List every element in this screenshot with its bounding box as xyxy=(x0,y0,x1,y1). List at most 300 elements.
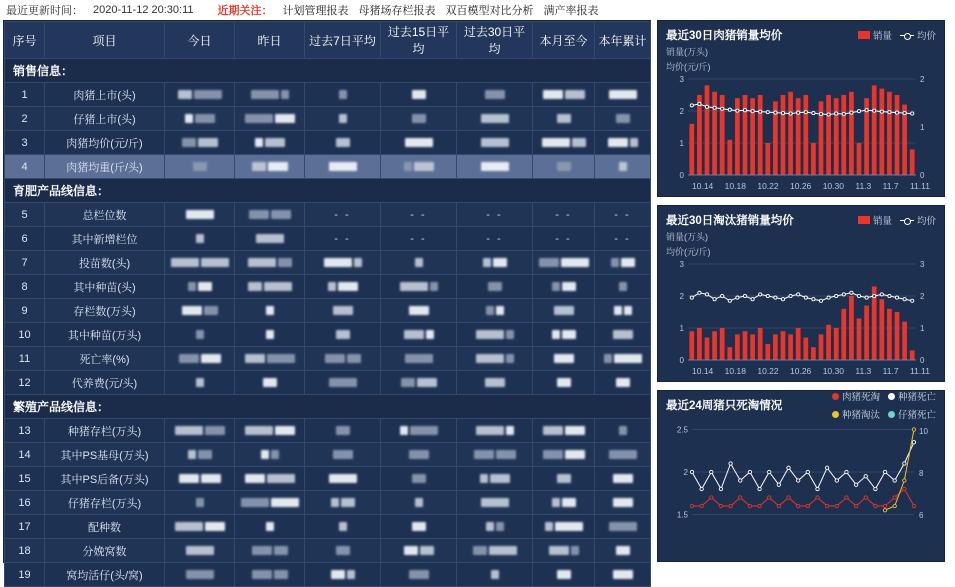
legend-label: 种猪死亡 xyxy=(897,392,936,403)
col-year-to-date[interactable]: 本年累计 xyxy=(595,22,651,59)
masked-value xyxy=(404,162,412,171)
legend-bar-swatch-icon xyxy=(858,31,870,39)
x-tick-label: 10.26 xyxy=(790,181,812,191)
col-today[interactable]: 今日 xyxy=(165,22,235,59)
masked-value xyxy=(338,282,358,291)
row-value-cell xyxy=(305,299,381,323)
table-header-row xyxy=(5,22,651,59)
masked-value xyxy=(554,306,574,315)
masked-value xyxy=(400,426,408,435)
legend-label: 仔猪死亡 xyxy=(897,410,936,421)
charts-column xyxy=(657,20,945,563)
x-tick-label: 10.22 xyxy=(757,366,779,376)
row-value-cell xyxy=(595,227,651,251)
masked-value xyxy=(481,138,509,147)
masked-value xyxy=(486,522,494,531)
row-index: 1 xyxy=(5,83,45,107)
legend-line-swatch-icon xyxy=(900,220,914,221)
masked-value xyxy=(248,282,262,291)
row-index: 18 xyxy=(5,539,45,563)
update-time-label: 最近更新时间： xyxy=(6,5,83,17)
row-value-cell xyxy=(165,251,235,275)
masked-value xyxy=(347,570,355,579)
table-row[interactable] xyxy=(5,275,651,299)
kpi-table xyxy=(4,21,651,587)
legend-label: 肉猪死淘 xyxy=(841,392,880,403)
row-value-cell xyxy=(165,371,235,395)
legend-item-volume[interactable] xyxy=(858,28,892,42)
link-model-comparison[interactable]: 双百模型对比分析 xyxy=(445,5,534,17)
row-value-cell xyxy=(235,299,305,323)
masked-value xyxy=(267,354,295,363)
masked-value xyxy=(542,138,570,147)
masked-value xyxy=(271,450,279,459)
table-row[interactable] xyxy=(5,563,651,587)
row-item-name: 窝均活仔(头/窝) xyxy=(45,563,165,587)
svg-text:1.5: 1.5 xyxy=(676,510,688,520)
svg-text:1: 1 xyxy=(920,324,925,333)
multi-line-chart-svg xyxy=(666,413,936,531)
svg-text:0: 0 xyxy=(920,356,925,365)
legend-dot-swatch-icon xyxy=(832,393,839,400)
x-tick-label: 10.14 xyxy=(692,181,714,191)
row-value-cell xyxy=(381,107,457,131)
masked-value xyxy=(491,570,499,579)
row-value-cell xyxy=(165,323,235,347)
masked-value xyxy=(249,210,269,219)
row-value-cell xyxy=(457,227,533,251)
row-value-cell xyxy=(457,323,533,347)
row-value-cell xyxy=(381,515,457,539)
row-index: 17 xyxy=(5,515,45,539)
legend-label-price-2: 均价 xyxy=(916,216,936,227)
masked-value xyxy=(329,162,357,171)
masked-value xyxy=(331,570,345,579)
row-value-cell xyxy=(595,203,651,227)
masked-value xyxy=(201,354,221,363)
row-item-name: 死亡率(%) xyxy=(45,347,165,371)
chart-card-mortality[interactable] xyxy=(657,390,945,562)
col-avg30[interactable]: 过去30日平均 xyxy=(457,22,533,59)
chart1-title: 最近30日肉猪销量均价 xyxy=(666,30,783,42)
row-value-cell xyxy=(533,563,595,587)
kpi-table-panel[interactable] xyxy=(3,20,651,582)
chart1-legend xyxy=(858,28,936,42)
legend-item-1[interactable] xyxy=(888,389,936,403)
table-body xyxy=(5,59,651,587)
row-item-name: 投苗数(头) xyxy=(45,251,165,275)
row-index: 7 xyxy=(5,251,45,275)
svg-text:2: 2 xyxy=(920,292,925,301)
row-value-cell xyxy=(235,323,305,347)
x-tick-label: 11.3 xyxy=(855,181,872,191)
masked-value xyxy=(195,114,215,123)
masked-value xyxy=(619,282,627,291)
link-plan-report[interactable]: 计划管理报表 xyxy=(282,5,349,17)
combo-chart-svg xyxy=(666,258,936,366)
row-value-cell xyxy=(235,515,305,539)
masked-value xyxy=(562,330,576,339)
table-row[interactable] xyxy=(5,443,651,467)
x-tick-label: 10.30 xyxy=(822,366,844,376)
row-value-cell xyxy=(457,107,533,131)
table-row[interactable] xyxy=(5,347,651,371)
masked-value xyxy=(490,474,510,483)
row-value-cell xyxy=(595,83,651,107)
row-value-cell xyxy=(457,467,533,491)
row-item-name: 总栏位数 xyxy=(45,203,165,227)
masked-value xyxy=(417,378,437,387)
row-value-cell xyxy=(235,203,305,227)
svg-text:0: 0 xyxy=(920,171,925,180)
row-value-cell xyxy=(533,155,595,179)
row-value-cell xyxy=(595,155,651,179)
masked-value xyxy=(194,90,222,99)
table-row[interactable] xyxy=(5,299,651,323)
table-row[interactable] xyxy=(5,83,651,107)
legend-item-price[interactable] xyxy=(900,28,936,42)
row-index: 11 xyxy=(5,347,45,371)
masked-value xyxy=(331,498,339,507)
row-value-cell xyxy=(305,227,381,251)
svg-text:3: 3 xyxy=(679,75,684,84)
chart1-y-right-label: 均价(元/斤) xyxy=(666,62,711,72)
row-value-cell xyxy=(595,419,651,443)
x-tick-label: 10.30 xyxy=(822,181,844,191)
row-value-cell xyxy=(305,563,381,587)
masked-value xyxy=(608,138,628,147)
row-index: 5 xyxy=(5,203,45,227)
svg-text:1: 1 xyxy=(920,123,925,132)
col-month-to-date[interactable]: 本月至今 xyxy=(533,22,595,59)
row-value-cell xyxy=(165,155,235,179)
masked-value xyxy=(409,570,429,579)
row-index: 10 xyxy=(5,323,45,347)
row-value-cell xyxy=(533,227,595,251)
x-tick-label: 10.22 xyxy=(757,181,779,191)
row-value-cell xyxy=(305,251,381,275)
masked-value xyxy=(325,354,345,363)
row-item-name: 其中种苗(头) xyxy=(45,275,165,299)
masked-value xyxy=(324,258,352,267)
row-value-cell xyxy=(235,83,305,107)
masked-value xyxy=(506,426,514,435)
row-value-cell xyxy=(595,443,651,467)
masked-value xyxy=(329,378,357,387)
row-index: 13 xyxy=(5,419,45,443)
table-row[interactable] xyxy=(5,227,651,251)
masked-value xyxy=(204,306,218,315)
masked-value xyxy=(506,354,514,363)
row-value-cell xyxy=(305,443,381,467)
svg-text:8: 8 xyxy=(919,469,924,479)
masked-value xyxy=(554,354,574,363)
masked-value xyxy=(198,138,218,147)
chart-card-pig-sales[interactable] xyxy=(657,20,945,197)
x-tick-label: 11.7 xyxy=(882,181,899,191)
x-tick-label: 10.26 xyxy=(790,366,812,376)
row-item-name: 肉猪均重(斤/头) xyxy=(45,155,165,179)
row-item-name: 仔猪上市(头) xyxy=(45,107,165,131)
link-sow-farm-report[interactable]: 母猪场存栏报表 xyxy=(358,5,436,17)
row-value-cell xyxy=(381,491,457,515)
masked-value xyxy=(562,498,576,507)
row-value-cell xyxy=(165,299,235,323)
masked-value xyxy=(409,306,429,315)
row-value-cell xyxy=(165,443,235,467)
chart1-header xyxy=(666,27,936,43)
update-time-value: 2020-11-12 20:30:11 xyxy=(93,4,194,16)
col-index[interactable]: 序号 xyxy=(5,22,45,59)
masked-value xyxy=(196,378,204,387)
masked-value xyxy=(412,522,426,531)
masked-value xyxy=(186,210,214,219)
row-value-cell xyxy=(457,347,533,371)
legend-item-3[interactable] xyxy=(888,407,936,421)
row-item-name: 种猪存栏(万头) xyxy=(45,419,165,443)
masked-value xyxy=(565,426,585,435)
masked-value xyxy=(616,546,630,555)
svg-text:3: 3 xyxy=(679,260,684,269)
masked-value xyxy=(614,306,622,315)
table-row[interactable] xyxy=(5,515,651,539)
legend-item-0[interactable] xyxy=(832,389,880,403)
masked-value xyxy=(329,474,357,483)
row-item-name: 其中种苗(万头) xyxy=(45,323,165,347)
section-header-row xyxy=(5,59,651,83)
svg-text:1: 1 xyxy=(679,139,684,148)
row-item-name: 配种数 xyxy=(45,515,165,539)
row-value-cell xyxy=(305,83,381,107)
row-value-cell xyxy=(595,467,651,491)
masked-value xyxy=(354,258,362,267)
row-index: 4 xyxy=(5,155,45,179)
masked-value xyxy=(339,114,347,123)
row-value-cell xyxy=(165,275,235,299)
masked-value xyxy=(496,306,504,315)
empty-value: - - xyxy=(614,208,631,221)
row-index: 16 xyxy=(5,491,45,515)
chart3-header xyxy=(666,392,936,421)
row-value-cell xyxy=(533,491,595,515)
masked-value xyxy=(188,450,196,459)
table-row[interactable] xyxy=(5,419,651,443)
row-value-cell xyxy=(235,467,305,491)
row-value-cell xyxy=(381,443,457,467)
masked-value xyxy=(274,546,288,555)
row-value-cell xyxy=(457,251,533,275)
masked-value xyxy=(481,114,509,123)
x-tick-label: 10.18 xyxy=(724,181,746,191)
table-row[interactable] xyxy=(5,323,651,347)
masked-value xyxy=(486,306,494,315)
row-value-cell xyxy=(595,371,651,395)
col-item[interactable]: 项目 xyxy=(45,22,165,59)
legend-label-volume: 销量 xyxy=(872,31,892,42)
masked-value xyxy=(267,474,295,483)
col-avg7[interactable]: 过去7日平均 xyxy=(305,22,381,59)
masked-value xyxy=(188,282,196,291)
row-index: 12 xyxy=(5,371,45,395)
masked-value xyxy=(336,330,350,339)
masked-value xyxy=(179,354,199,363)
empty-value: - - xyxy=(555,232,572,245)
chart1-x-axis xyxy=(666,181,936,191)
row-value-cell xyxy=(381,347,457,371)
row-item-name: 存栏数(万头) xyxy=(45,299,165,323)
x-tick-label: 11.11 xyxy=(909,181,930,191)
row-item-name: 肉猪均价(元/斤) xyxy=(45,131,165,155)
chart2-y-right-label: 均价(元/斤) xyxy=(666,247,711,257)
x-tick-label: 10.14 xyxy=(692,366,714,376)
chart2-title: 最近30日淘汰猪销量均价 xyxy=(666,215,794,227)
row-value-cell xyxy=(381,323,457,347)
chart-card-cull-sales[interactable] xyxy=(657,205,945,382)
masked-value xyxy=(271,498,299,507)
masked-value xyxy=(543,90,563,99)
masked-value xyxy=(266,330,274,339)
masked-value xyxy=(179,474,199,483)
masked-value xyxy=(609,90,637,99)
row-value-cell xyxy=(305,419,381,443)
row-value-cell xyxy=(165,227,235,251)
row-value-cell xyxy=(305,275,381,299)
masked-value xyxy=(506,330,514,339)
masked-value xyxy=(266,306,274,315)
row-value-cell xyxy=(457,515,533,539)
chart1-y-left-label: 销量(万头) xyxy=(666,47,708,57)
masked-value xyxy=(333,450,353,459)
masked-value xyxy=(186,570,214,579)
legend-bar-swatch-icon xyxy=(858,216,870,224)
masked-value xyxy=(198,450,212,459)
link-capacity-report[interactable]: 满产率报表 xyxy=(543,5,599,17)
row-index: 3 xyxy=(5,131,45,155)
masked-value xyxy=(252,570,272,579)
masked-value xyxy=(251,90,279,99)
masked-value xyxy=(485,378,505,387)
masked-value xyxy=(404,330,424,339)
masked-value xyxy=(565,450,585,459)
masked-value xyxy=(412,90,426,99)
masked-value xyxy=(473,546,487,555)
table-row[interactable] xyxy=(5,203,651,227)
masked-value xyxy=(409,450,429,459)
row-value-cell xyxy=(533,83,595,107)
table-row[interactable] xyxy=(5,371,651,395)
masked-value xyxy=(245,474,265,483)
row-value-cell xyxy=(381,275,457,299)
chart3-legend xyxy=(786,389,936,421)
legend-item-volume-2[interactable] xyxy=(858,213,892,227)
row-value-cell xyxy=(595,323,651,347)
masked-value xyxy=(616,378,630,387)
masked-value xyxy=(196,498,204,507)
masked-value xyxy=(404,546,418,555)
masked-value xyxy=(611,258,619,267)
masked-value xyxy=(552,330,560,339)
masked-value xyxy=(412,474,426,483)
row-item-name: 仔猪存栏(万头) xyxy=(45,491,165,515)
masked-value xyxy=(555,522,583,531)
row-value-cell xyxy=(381,83,457,107)
svg-text:2: 2 xyxy=(679,292,684,301)
masked-value xyxy=(178,90,192,99)
masked-value xyxy=(474,450,494,459)
chart2-plot xyxy=(666,258,936,366)
table-row[interactable] xyxy=(5,251,651,275)
svg-text:2.5: 2.5 xyxy=(676,425,688,435)
masked-value xyxy=(630,138,638,147)
masked-value xyxy=(205,522,225,531)
legend-dot-swatch-icon xyxy=(832,411,839,418)
row-value-cell xyxy=(165,419,235,443)
row-value-cell xyxy=(595,251,651,275)
masked-value xyxy=(496,450,516,459)
chart3-plot xyxy=(666,413,936,531)
section-header-row xyxy=(5,179,651,203)
masked-value xyxy=(339,90,347,99)
masked-value xyxy=(205,426,225,435)
row-item-name: 分娩窝数 xyxy=(45,539,165,563)
x-tick-label: 11.11 xyxy=(909,366,930,376)
row-value-cell xyxy=(305,515,381,539)
masked-value xyxy=(268,162,288,171)
row-value-cell xyxy=(533,251,595,275)
legend-item-price-2[interactable] xyxy=(900,213,936,227)
table-row[interactable] xyxy=(5,131,651,155)
masked-value xyxy=(245,426,273,435)
row-item-name: 肉猪上市(头) xyxy=(45,83,165,107)
table-row[interactable] xyxy=(5,155,651,179)
row-value-cell xyxy=(165,539,235,563)
masked-value xyxy=(336,546,350,555)
col-avg15[interactable]: 过去15日平均 xyxy=(381,22,457,59)
masked-value xyxy=(616,114,630,123)
masked-value xyxy=(545,522,553,531)
chart1-plot xyxy=(666,73,936,181)
table-row[interactable] xyxy=(5,539,651,563)
row-value-cell xyxy=(235,419,305,443)
legend-item-2[interactable] xyxy=(832,407,880,421)
row-value-cell xyxy=(457,131,533,155)
row-value-cell xyxy=(595,491,651,515)
masked-value xyxy=(557,570,571,579)
table-row[interactable] xyxy=(5,107,651,131)
svg-text:10: 10 xyxy=(919,427,928,437)
row-index: 19 xyxy=(5,563,45,587)
masked-value xyxy=(420,546,434,555)
row-value-cell xyxy=(381,371,457,395)
section-title: 销售信息： xyxy=(5,59,651,83)
row-value-cell xyxy=(305,347,381,371)
legend-dot-swatch-icon xyxy=(888,393,895,400)
table-row[interactable] xyxy=(5,467,651,491)
table-row[interactable] xyxy=(5,491,651,515)
row-value-cell xyxy=(533,347,595,371)
row-value-cell xyxy=(235,155,305,179)
masked-value xyxy=(480,474,488,483)
masked-value xyxy=(557,114,571,123)
empty-value: - - xyxy=(486,208,503,221)
row-value-cell xyxy=(595,539,651,563)
col-yesterday[interactable]: 昨日 xyxy=(235,22,305,59)
row-item-name: 其中PS后备(万头) xyxy=(45,467,165,491)
row-value-cell xyxy=(457,155,533,179)
row-value-cell xyxy=(595,347,651,371)
empty-value: - - xyxy=(334,208,351,221)
masked-value xyxy=(415,498,423,507)
